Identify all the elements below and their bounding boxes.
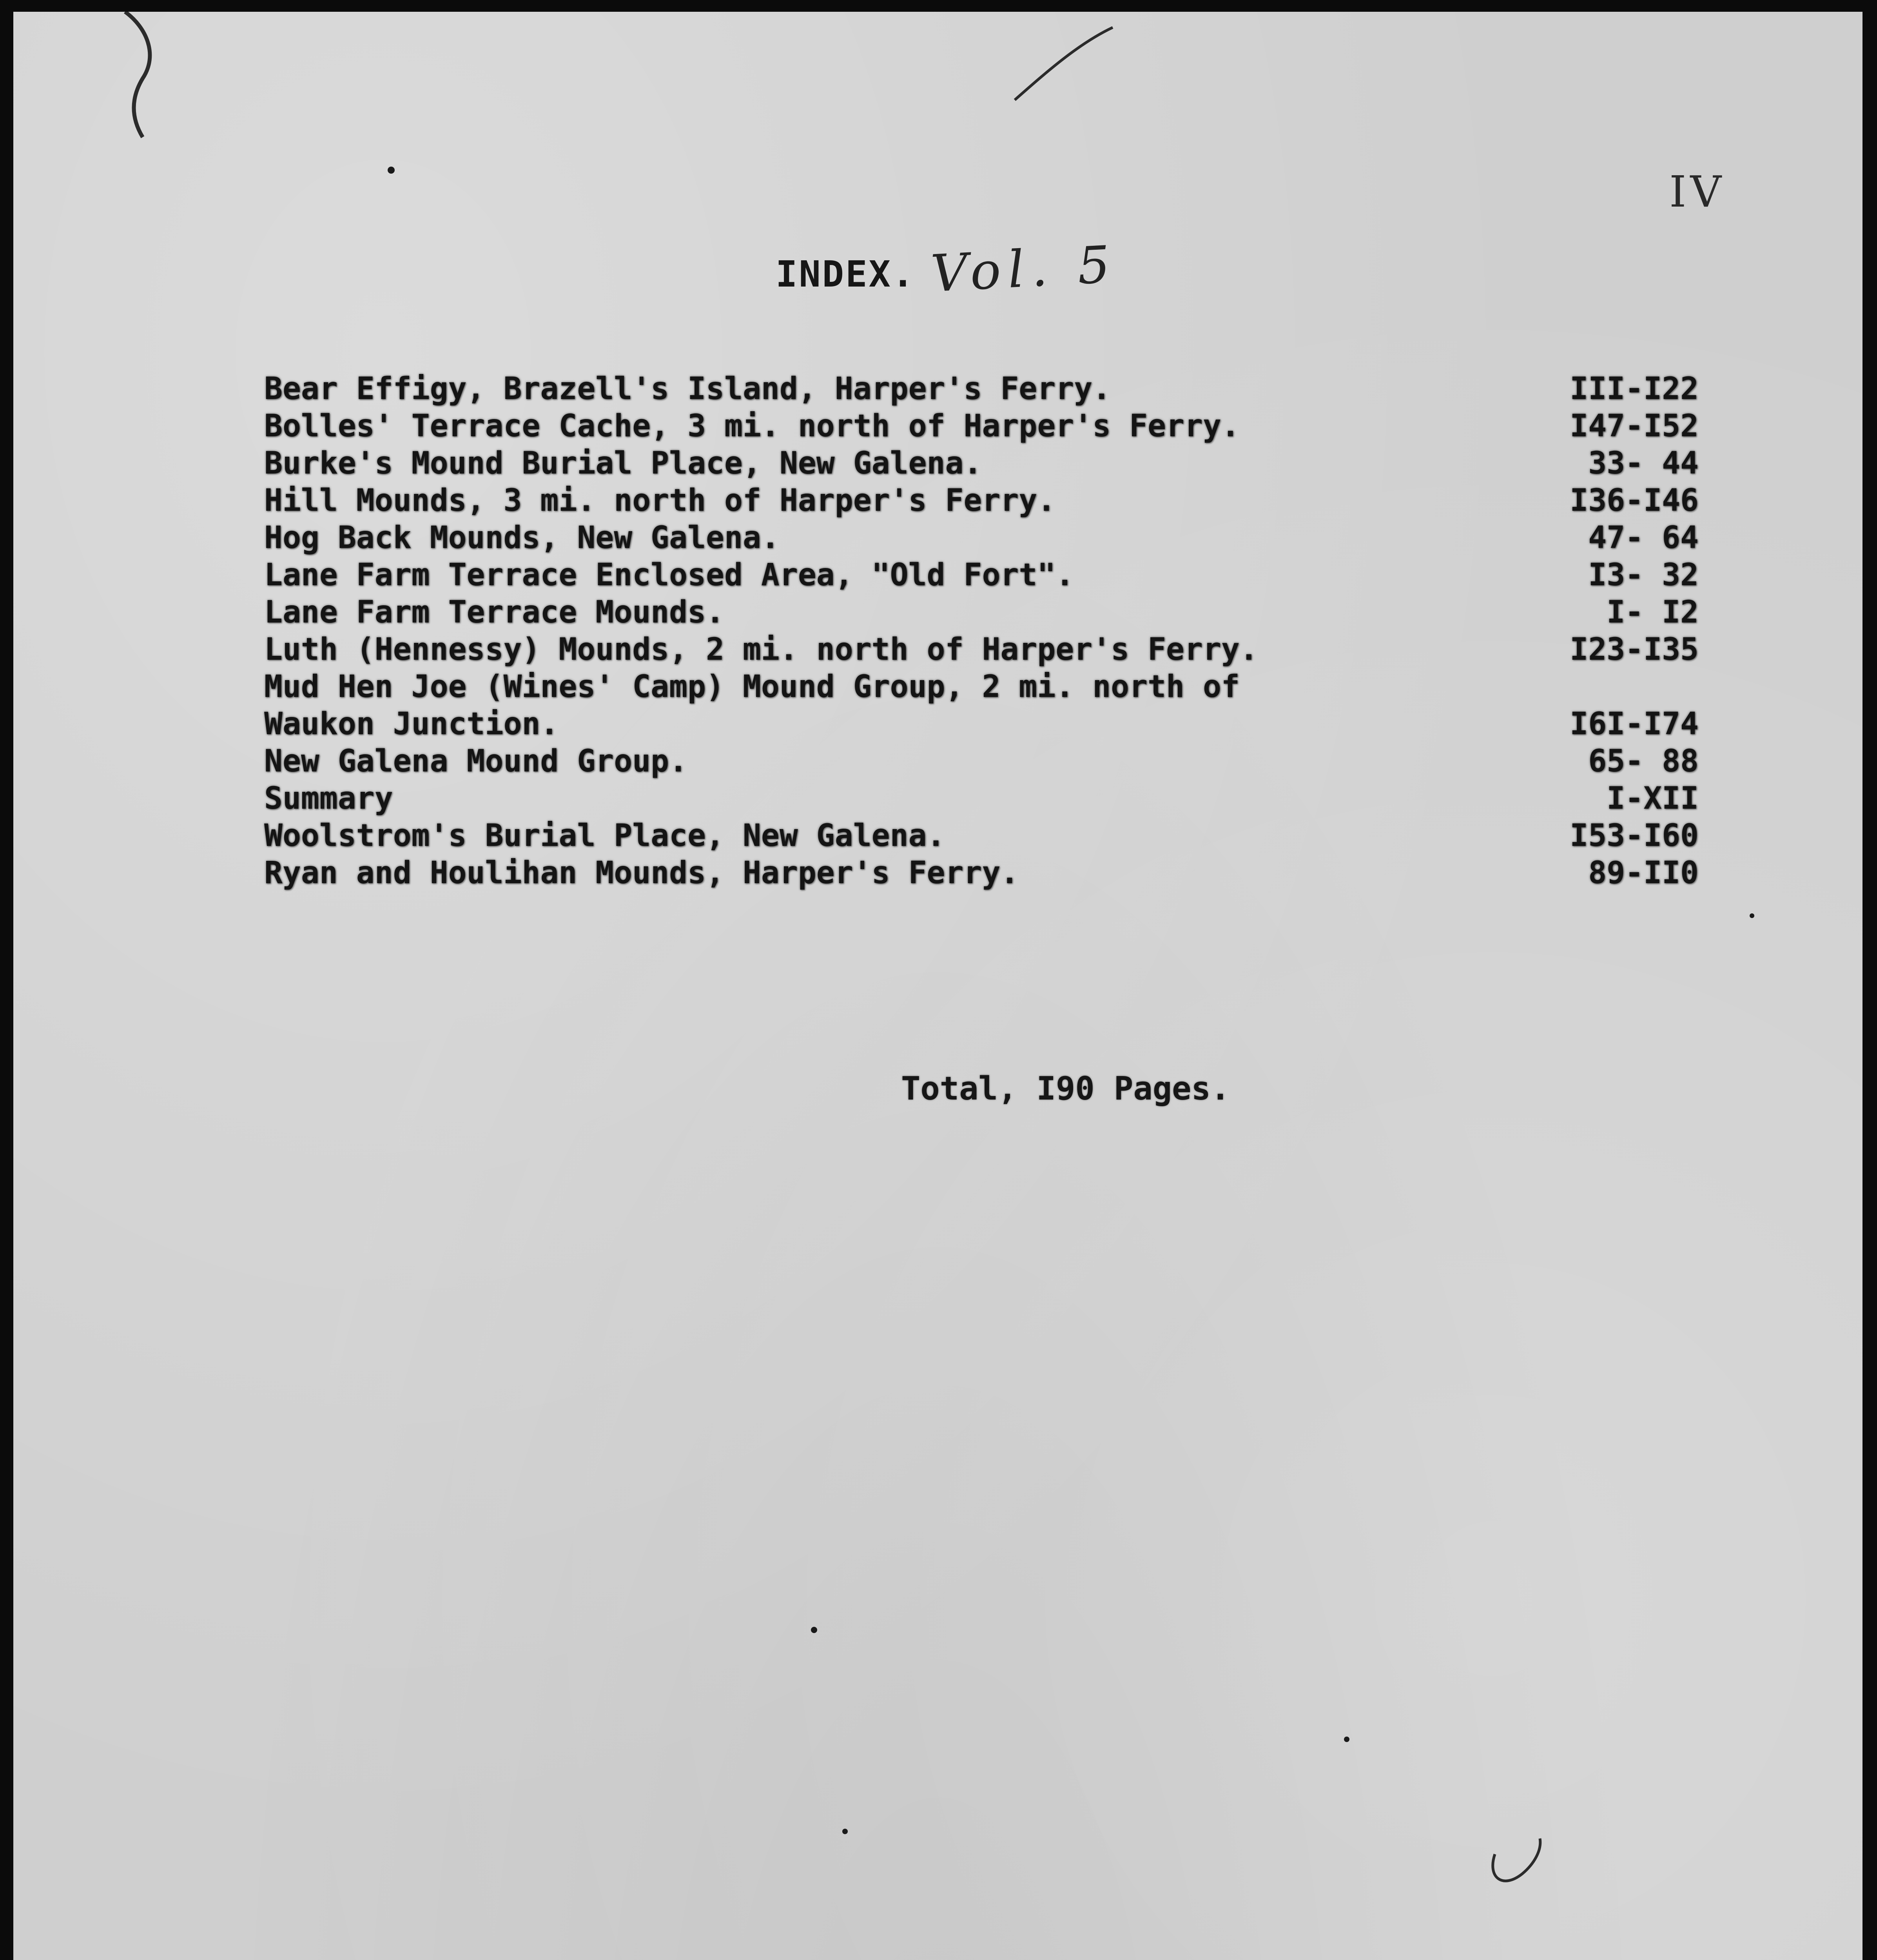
entry-title: Summary (264, 781, 393, 816)
entry-pages: 33- 44 (1588, 446, 1699, 481)
index-entry (264, 557, 1699, 594)
index-entry (264, 370, 1699, 408)
entry-pages: 47- 64 (1588, 520, 1699, 555)
entry-title: Ryan and Houlihan Mounds, Harper's Ferry. (264, 855, 1019, 891)
index-entry (264, 631, 1699, 668)
entry-title: Bolles' Terrace Cache, 3 mi. north of Harper's Ferry. (264, 408, 1240, 444)
handwritten-volume-note: Vol. 5 (929, 234, 1119, 304)
dust-speck (1750, 913, 1754, 918)
entry-title: Lane Farm Terrace Enclosed Area, "Old Fort". (264, 557, 1074, 593)
entry-pages: 89-II0 (1588, 855, 1699, 891)
entry-pages: I3- 32 (1588, 557, 1699, 593)
index-entry (264, 855, 1699, 892)
index-entry (264, 668, 1699, 743)
entry-title: Woolstrom's Burial Place, New Galena. (264, 818, 945, 853)
entry-title: Hill Mounds, 3 mi. north of Harper's Ferry. (264, 483, 1056, 518)
check-mark (1493, 1838, 1540, 1881)
entry-title: Hog Back Mounds, New Galena. (264, 520, 780, 555)
entry-title: New Galena Mound Group. (264, 744, 688, 779)
index-entry (264, 743, 1699, 780)
paper-curl-mark (125, 12, 150, 137)
entry-pages: I53-I60 (1570, 818, 1699, 853)
entry-title: Burke's Mound Burial Place, New Galena. (264, 446, 982, 481)
entry-pages: I36-I46 (1570, 483, 1699, 518)
total-pages-line: Total, I90 Pages. (901, 1070, 1230, 1107)
index-entry (264, 817, 1699, 855)
entry-pages: I-XII (1607, 781, 1699, 816)
index-entry (264, 445, 1699, 482)
entry-pages: III-I22 (1570, 371, 1699, 407)
entry-title: Lane Farm Terrace Mounds. (264, 595, 724, 630)
entry-title: Mud Hen Joe (Wines' Camp) Mound Group, 2 mi. north of Waukon Junction. (264, 669, 1240, 742)
dust-speck (388, 167, 395, 174)
dust-speck (1344, 1737, 1349, 1742)
entry-pages: 65- 88 (1588, 744, 1699, 779)
title-row (776, 234, 1119, 310)
index-list (264, 370, 1699, 892)
entry-pages: I23-I35 (1570, 632, 1699, 667)
page-number: IV (1669, 167, 1725, 217)
entry-pages: I47-I52 (1570, 408, 1699, 444)
entry-pages: I6I-I74 (1570, 706, 1699, 742)
dust-speck (811, 1627, 817, 1633)
entry-title: Luth (Hennessy) Mounds, 2 mi. north of Harper's Ferry. (264, 632, 1258, 667)
page-title: INDEX. (776, 253, 916, 295)
index-entry (264, 780, 1699, 817)
entry-title: Bear Effigy, Brazell's Island, Harper's Ferry. (264, 371, 1111, 407)
pencil-stroke-top (1015, 27, 1113, 100)
dust-speck (842, 1829, 848, 1834)
entry-pages: I- I2 (1607, 595, 1699, 630)
index-entry (264, 519, 1699, 557)
index-entry (264, 482, 1699, 519)
index-entry (264, 594, 1699, 631)
document-page (13, 12, 1862, 1960)
index-entry (264, 408, 1699, 445)
